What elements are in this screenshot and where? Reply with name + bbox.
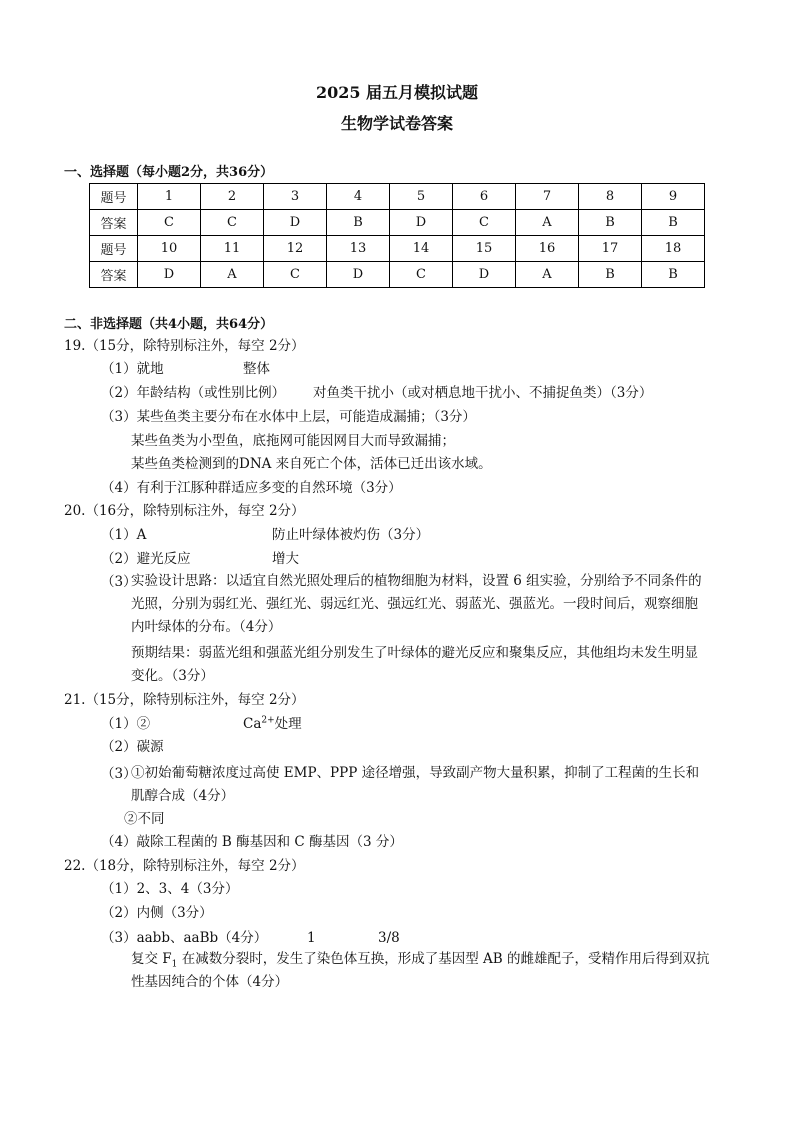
table-row [90, 262, 705, 288]
q20-answer-3-design: 实验设计思路：以适宜自然光照处理后的植物细胞为材料，设置 6 组实验，分别给予不同条件的光照，分别为弱红光、强红光、弱远红光、强远红光、弱蓝光、强蓝光。一段时间后，观察细胞内叶绿体的分布。（4分） [131, 573, 702, 635]
row-label: 题号 [90, 236, 138, 262]
q22-answer-2: （2）内侧（3分） [101, 905, 213, 921]
table-cell: B [327, 210, 390, 236]
q20-answer-3-label: （3） [101, 574, 137, 590]
q21-answer-1a: （1）② [101, 716, 151, 732]
table-cell: B [579, 262, 642, 288]
q22-answer-3b: 1 [307, 930, 316, 946]
section2-heading: 二、非选择题（共4小题，共64分） [64, 317, 274, 332]
q21-answer-4: （4）敲除工程菌的 B 酶基因和 C 酶基因（3 分） [101, 834, 403, 850]
table-cell: 13 [327, 236, 390, 262]
table-cell: 11 [201, 236, 264, 262]
table-cell: D [138, 262, 201, 288]
table-cell: D [390, 210, 453, 236]
table-cell: 17 [579, 236, 642, 262]
table-row [90, 236, 705, 262]
q21-answer-2: （2）碳源 [101, 739, 164, 755]
table-cell: 2 [201, 184, 264, 210]
q21-answer-3a: ①初始葡萄糖浓度过高使 EMP、PPP 途径增强，导致副产物大量积累，抑制了工程菌的生长和肌醇合成（4分） [131, 765, 700, 804]
q21-answer-1b: $Ca^{2+}$处理 [243, 715, 302, 732]
table-cell: 7 [516, 184, 579, 210]
table-cell: 9 [642, 184, 705, 210]
q20-answer-2a: （2）避光反应 [101, 551, 191, 567]
q20-answer-3-result: 预期结果：弱蓝光组和强蓝光组分别发生了叶绿体的避光反应和聚集反应，其他组均未发生明显变化。（3分） [131, 645, 698, 684]
table-cell: B [642, 262, 705, 288]
table-cell: C [138, 210, 201, 236]
table-cell: 1 [138, 184, 201, 210]
q22-answer-1: （1）2、3、4（3分） [101, 881, 239, 897]
row-label: 答案 [90, 210, 138, 236]
table-cell: 12 [264, 236, 327, 262]
q19-answer-3b: 某些鱼类为小型鱼，底拖网可能因网目大而导致漏捕； [131, 433, 455, 449]
table-cell: B [579, 210, 642, 236]
section1-heading: 一、选择题（每小题2分，共36分） [64, 165, 274, 180]
q21-answer-3b: ②不同 [124, 811, 165, 827]
table-cell: A [516, 262, 579, 288]
row-label: 答案 [90, 262, 138, 288]
table-cell: 8 [579, 184, 642, 210]
q19-answer-3c: 某些鱼类检测到的DNA 来自死亡个体，活体已迁出该水域。 [131, 456, 492, 472]
table-cell: 3 [264, 184, 327, 210]
row-label: 题号 [90, 184, 138, 210]
table-cell: 4 [327, 184, 390, 210]
q22-answer-3a: （3）aabb、aaBb（4分） [101, 930, 268, 946]
table-cell: 10 [138, 236, 201, 262]
table-cell: D [327, 262, 390, 288]
q19-answer-3a: （3）某些鱼类主要分布在水体中上层，可能造成漏捕；（3分） [101, 409, 476, 425]
q20-answer-2b: 增大 [272, 551, 299, 567]
q22-answer-3c: 3/8 [378, 930, 400, 946]
q22-header: 22.（18分，除特别标注外，每空 2分） [64, 858, 305, 874]
page-title: 2025 届五月模拟试题 [315, 83, 479, 102]
q22-answer-3d: 复交 $F_1$ 在减数分裂时，发生了染色体互换，形成了基因型 AB 的雌雄配子，受精作用后得到双抗性基因纯合的个体（4分） [131, 951, 710, 990]
page-subtitle: 生物学试卷答案 [340, 114, 453, 133]
table-row [90, 184, 705, 210]
q20-header: 20.（16分，除特别标注外，每空 2分） [64, 503, 305, 519]
table-cell: 15 [453, 236, 516, 262]
table-cell: 6 [453, 184, 516, 210]
table-row [90, 210, 705, 236]
q19-answer-2b: 对鱼类干扰小（或对栖息地干扰小、不捕捉鱼类）（3分） [313, 385, 653, 401]
table-cell: 14 [390, 236, 453, 262]
q19-header: 19.（15分，除特别标注外，每空 2分） [64, 338, 305, 354]
table-cell: B [642, 210, 705, 236]
q20-answer-1a: （1）A [101, 527, 147, 543]
table-cell: A [201, 262, 264, 288]
table-cell: C [453, 210, 516, 236]
table-cell: 16 [516, 236, 579, 262]
table-cell: D [453, 262, 516, 288]
table-cell: C [201, 210, 264, 236]
q19-answer-1b: 整体 [243, 361, 270, 377]
table-cell: C [390, 262, 453, 288]
q19-answer-4: （4）有利于江豚种群适应多变的自然环境（3分） [101, 480, 402, 496]
q19-answer-2a: （2）年龄结构（或性别比例） [101, 385, 286, 401]
answer-table [89, 183, 705, 288]
table-cell: A [516, 210, 579, 236]
q21-header: 21.（15分，除特别标注外，每空 2分） [64, 692, 305, 708]
q20-answer-1b: 防止叶绿体被灼伤（3分） [272, 527, 430, 543]
q21-answer-3-label: （3） [101, 766, 137, 782]
table-cell: 5 [390, 184, 453, 210]
table-cell: 18 [642, 236, 705, 262]
table-cell: C [264, 262, 327, 288]
table-cell: D [264, 210, 327, 236]
q19-answer-1a: （1）就地 [101, 361, 164, 377]
